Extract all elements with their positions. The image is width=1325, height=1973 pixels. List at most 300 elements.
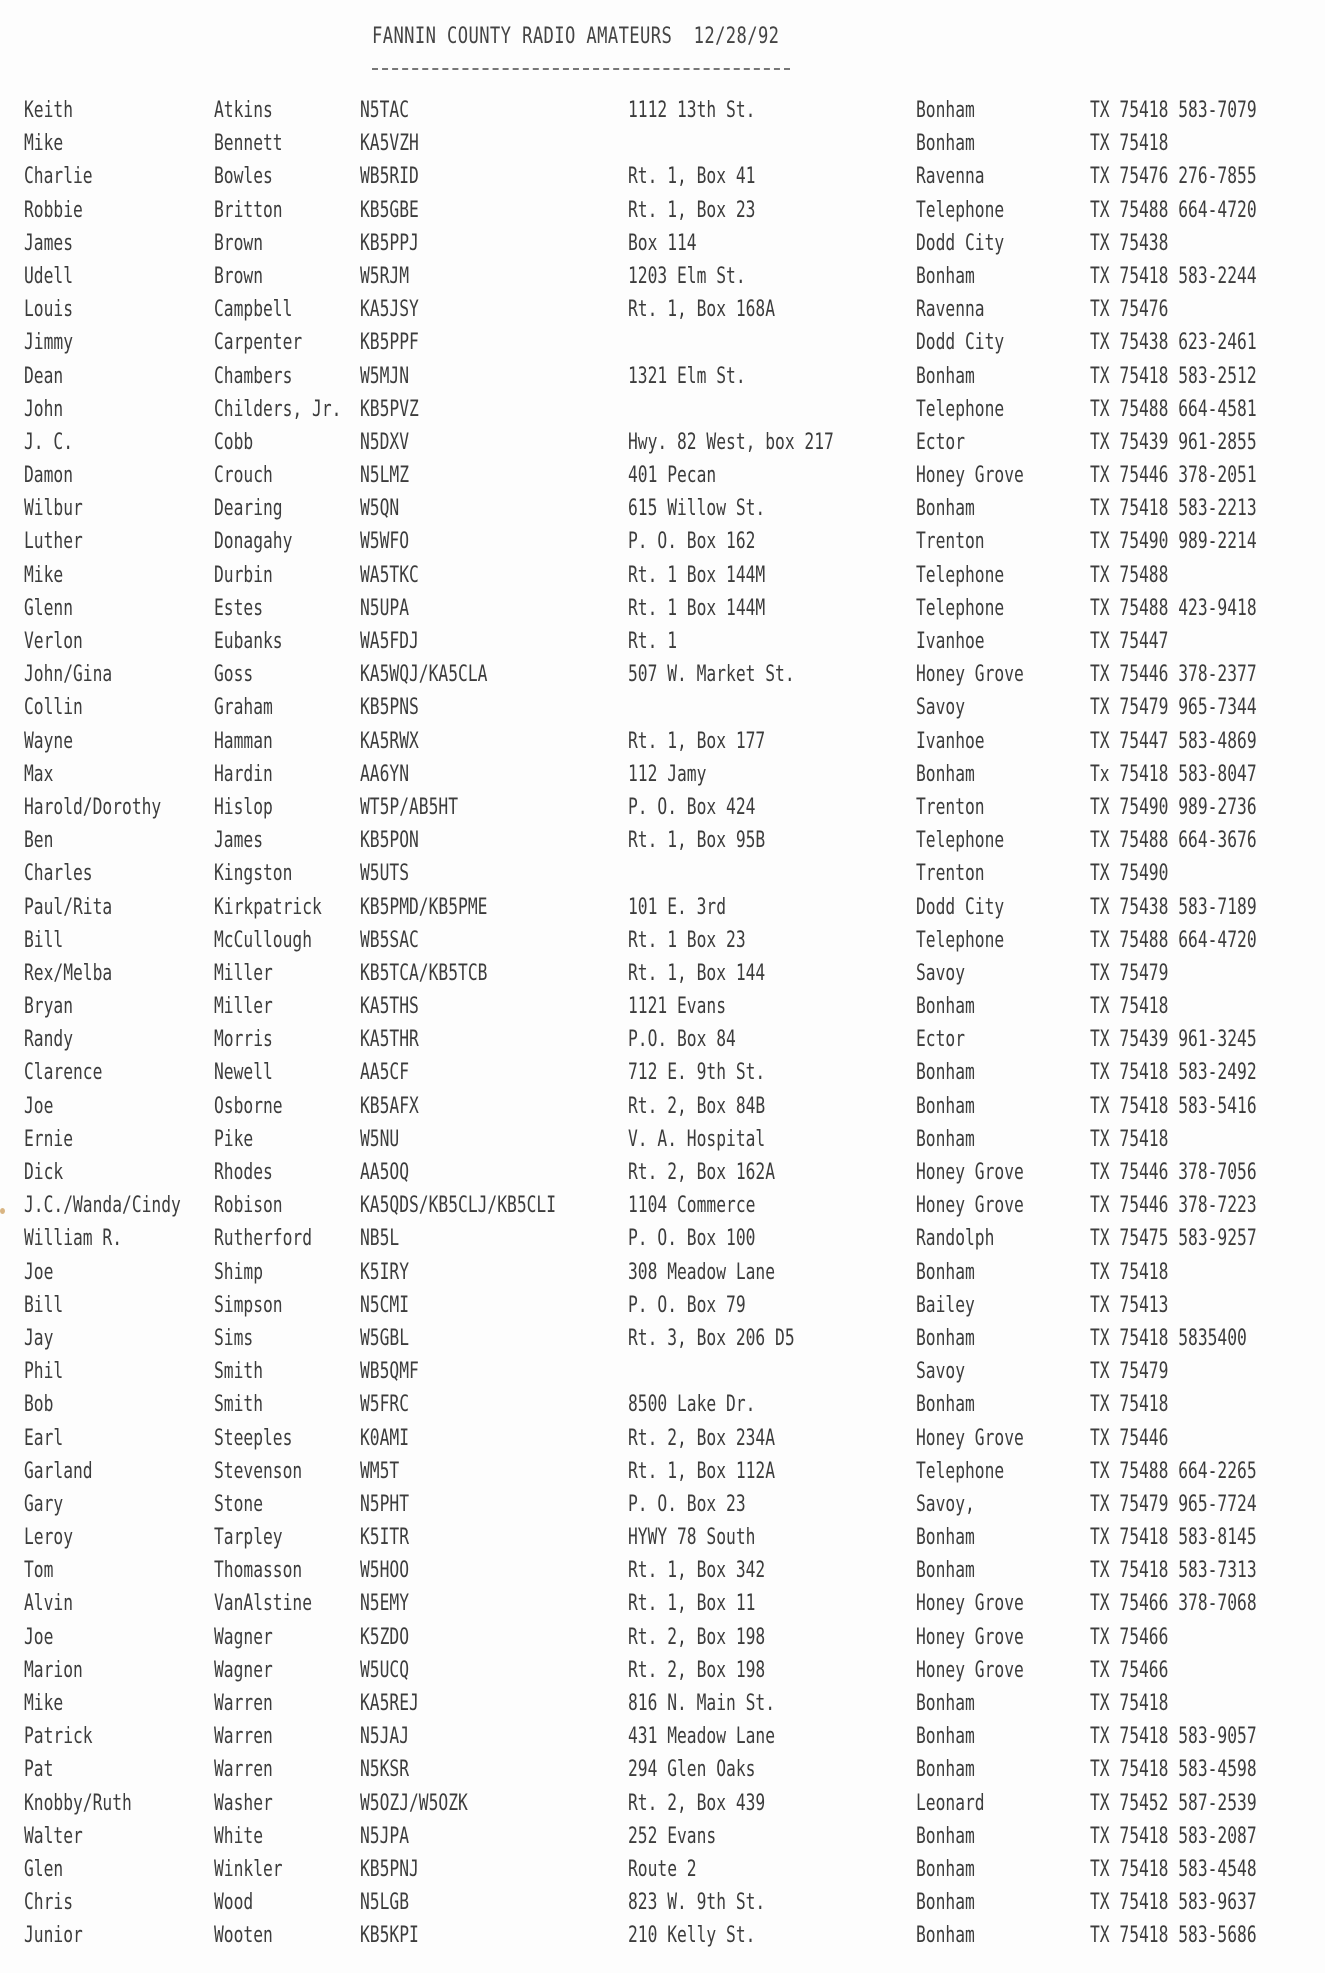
roster-row <box>0 1556 1325 1589</box>
first-name: Charlie <box>24 164 93 190</box>
member-roster <box>0 96 1325 1955</box>
state-zip-phone: TX 75488 <box>1090 562 1169 588</box>
city: Bonham <box>916 1259 975 1285</box>
roster-row <box>0 660 1325 693</box>
state-zip-phone: TX 75488 664-2265 <box>1090 1458 1257 1484</box>
state-zip-phone: TX 75446 378-2051 <box>1090 463 1257 489</box>
street-address: Rt. 3, Box 206 D5 <box>628 1325 795 1351</box>
street-address: Route 2 <box>628 1856 697 1882</box>
state-zip-phone: TX 75479 <box>1090 960 1169 986</box>
call-sign: KB5PVZ <box>360 396 419 422</box>
first-name: William R. <box>24 1226 123 1252</box>
last-name: Hamman <box>214 728 273 754</box>
city: Ravenna <box>916 164 985 190</box>
roster-row <box>0 1921 1325 1954</box>
state-zip-phone: TX 75476 276-7855 <box>1090 164 1257 190</box>
first-name: Clarence <box>24 1060 103 1086</box>
first-name: Dean <box>24 363 64 389</box>
city: Ravenna <box>916 297 985 323</box>
call-sign: W5NU <box>360 1126 400 1152</box>
last-name: Smith <box>214 1359 264 1385</box>
city: Bonham <box>916 1923 975 1949</box>
last-name: Rhodes <box>214 1160 273 1185</box>
first-name: Jay <box>24 1325 54 1351</box>
first-name: Paul/Rita <box>24 894 113 920</box>
city: Bonham <box>916 496 975 522</box>
state-zip-phone: TX 75490 <box>1090 861 1169 887</box>
last-name: Newell <box>214 1060 273 1086</box>
call-sign: KB5AFX <box>360 1093 419 1119</box>
city: Dodd City <box>916 330 1005 356</box>
city: Bonham <box>916 1823 975 1849</box>
call-sign: N5LGB <box>360 1890 410 1916</box>
city: Bonham <box>916 1691 975 1716</box>
street-address: P. O. Box 162 <box>628 529 756 555</box>
street-address: Rt. 1, Box 95B <box>628 828 766 854</box>
call-sign: KA5JSY <box>360 297 419 323</box>
roster-row <box>0 1158 1325 1191</box>
street-address: Rt. 2, Box 234A <box>628 1425 776 1451</box>
roster-row <box>0 1224 1325 1257</box>
street-address: P. O. Box 424 <box>628 794 756 820</box>
last-name: Miller <box>214 994 273 1020</box>
first-name: Bill <box>24 927 64 953</box>
last-name: Eubanks <box>214 629 283 654</box>
last-name: Chambers <box>214 363 293 389</box>
state-zip-phone: TX 75438 583-7189 <box>1090 894 1257 920</box>
first-name: Phil <box>24 1359 64 1385</box>
last-name: Childers, Jr. <box>214 396 342 422</box>
street-address: Rt. 1 Box 144M <box>628 562 766 588</box>
street-address: P. O. Box 79 <box>628 1292 746 1318</box>
state-zip-phone: TX 75418 <box>1090 1126 1169 1152</box>
state-zip-phone: TX 75418 583-8145 <box>1090 1525 1257 1551</box>
first-name: Jimmy <box>24 330 74 356</box>
street-address: 431 Meadow Lane <box>628 1724 776 1750</box>
street-address: 112 Jamy <box>628 761 707 787</box>
street-address: 615 Willow St. <box>628 496 766 522</box>
first-name: Luther <box>24 529 83 555</box>
roster-row <box>0 1457 1325 1490</box>
city: Savoy <box>916 695 966 721</box>
state-zip-phone: TX 75418 583-2087 <box>1090 1823 1257 1849</box>
roster-row <box>0 893 1325 926</box>
roster-row <box>0 1357 1325 1390</box>
first-name: Mike <box>24 1691 64 1716</box>
roster-row <box>0 1191 1325 1224</box>
roster-row <box>0 129 1325 162</box>
city: Honey Grove <box>916 1657 1024 1683</box>
call-sign: W5WFO <box>360 529 410 555</box>
first-name: Tom <box>24 1558 54 1584</box>
city: Bonham <box>916 363 975 389</box>
last-name: Wagner <box>214 1657 273 1683</box>
city: Bonham <box>916 1525 975 1551</box>
last-name: Kingston <box>214 861 293 887</box>
call-sign: KB5GBE <box>360 197 419 223</box>
call-sign: KB5PON <box>360 828 419 854</box>
street-address: V. A. Hospital <box>628 1126 766 1152</box>
roster-row <box>0 1755 1325 1788</box>
last-name: Wood <box>214 1890 254 1916</box>
city: Bonham <box>916 263 975 289</box>
city: Honey Grove <box>916 1624 1024 1650</box>
call-sign: K5IRY <box>360 1259 410 1285</box>
last-name: Thomasson <box>214 1558 303 1584</box>
call-sign: W5RJM <box>360 263 410 289</box>
last-name: Crouch <box>214 463 273 489</box>
state-zip-phone: TX 75418 583-7313 <box>1090 1558 1257 1584</box>
document-title: FANNIN COUNTY RADIO AMATEURS 12/28/92 <box>372 24 780 49</box>
last-name: Bennett <box>214 131 283 157</box>
last-name: Brown <box>214 263 264 289</box>
roster-row <box>0 561 1325 594</box>
city: Telephone <box>916 562 1005 588</box>
roster-row <box>0 162 1325 195</box>
state-zip-phone: TX 75476 <box>1090 297 1169 323</box>
last-name: Washer <box>214 1790 273 1816</box>
first-name: Gary <box>24 1491 64 1517</box>
first-name: Joe <box>24 1624 54 1650</box>
roster-row <box>0 428 1325 461</box>
last-name: Morris <box>214 1027 273 1053</box>
city: Bonham <box>916 1060 975 1086</box>
last-name: Simpson <box>214 1292 283 1318</box>
street-address: 1321 Elm St. <box>628 363 746 389</box>
roster-row <box>0 760 1325 793</box>
city: Savoy <box>916 1359 966 1385</box>
street-address: 823 W. 9th St. <box>628 1890 766 1916</box>
call-sign: N5LMZ <box>360 463 410 489</box>
roster-row <box>0 1589 1325 1622</box>
city: Dodd City <box>916 230 1005 256</box>
last-name: Cobb <box>214 429 254 455</box>
street-address: Rt. 1 Box 23 <box>628 927 746 953</box>
roster-row <box>0 1623 1325 1656</box>
state-zip-phone: TX 75418 583-4548 <box>1090 1856 1257 1882</box>
call-sign: KB5PNJ <box>360 1856 419 1882</box>
call-sign: W5FRC <box>360 1392 410 1418</box>
city: Bonham <box>916 1757 975 1783</box>
first-name: Walter <box>24 1823 83 1849</box>
call-sign: W5HOO <box>360 1558 410 1584</box>
first-name: Joe <box>24 1259 54 1285</box>
roster-row <box>0 1855 1325 1888</box>
state-zip-phone: TX 75418 583-5686 <box>1090 1923 1257 1949</box>
street-address: 507 W. Market St. <box>628 662 795 688</box>
call-sign: K5ITR <box>360 1525 410 1551</box>
roster-row <box>0 494 1325 527</box>
last-name: James <box>214 828 264 854</box>
last-name: Robison <box>214 1193 283 1219</box>
state-zip-phone: TX 75490 989-2736 <box>1090 794 1257 820</box>
call-sign: W5MJN <box>360 363 410 389</box>
first-name: Alvin <box>24 1591 74 1617</box>
state-zip-phone: TX 75418 583-2244 <box>1090 263 1257 289</box>
first-name: James <box>24 230 74 256</box>
city: Trenton <box>916 861 985 887</box>
city: Bonham <box>916 761 975 787</box>
call-sign: KB5PMD/KB5PME <box>360 894 488 920</box>
call-sign: WT5P/AB5HT <box>360 794 459 820</box>
city: Dodd City <box>916 894 1005 920</box>
last-name: Estes <box>214 595 264 621</box>
last-name: Goss <box>214 662 254 688</box>
city: Honey Grove <box>916 1193 1024 1219</box>
state-zip-phone: TX 75479 <box>1090 1359 1169 1385</box>
call-sign: N5KSR <box>360 1757 410 1783</box>
roster-row <box>0 262 1325 295</box>
city: Telephone <box>916 396 1005 422</box>
last-name: VanAlstine <box>214 1591 313 1617</box>
city: Bonham <box>916 994 975 1020</box>
roster-row <box>0 594 1325 627</box>
first-name: Mike <box>24 562 64 588</box>
last-name: Rutherford <box>214 1226 313 1252</box>
call-sign: WA5FDJ <box>360 629 419 654</box>
street-address: 252 Evans <box>628 1823 717 1849</box>
call-sign: K0AMI <box>360 1425 410 1451</box>
city: Bonham <box>916 1856 975 1882</box>
city: Bonham <box>916 98 975 123</box>
city: Telephone <box>916 197 1005 223</box>
call-sign: W5GBL <box>360 1325 410 1351</box>
street-address: HYWY 78 South <box>628 1525 756 1551</box>
city: Savoy <box>916 960 966 986</box>
call-sign: WM5T <box>360 1458 400 1484</box>
state-zip-phone: TX 75418 583-7079 <box>1090 98 1257 123</box>
call-sign: KB5PNS <box>360 695 419 721</box>
city: Honey Grove <box>916 1160 1024 1185</box>
last-name: Shimp <box>214 1259 264 1285</box>
call-sign: W5QN <box>360 496 400 522</box>
street-address: Rt. 1, Box 342 <box>628 1558 766 1584</box>
city: Trenton <box>916 529 985 555</box>
first-name: Collin <box>24 695 83 721</box>
roster-row <box>0 1490 1325 1523</box>
state-zip-phone: TX 75447 583-4869 <box>1090 728 1257 754</box>
state-zip-phone: TX 75418 583-2512 <box>1090 363 1257 389</box>
roster-row <box>0 859 1325 892</box>
city: Leonard <box>916 1790 985 1816</box>
last-name: Dearing <box>214 496 283 522</box>
first-name: Randy <box>24 1027 74 1053</box>
street-address: 401 Pecan <box>628 463 717 489</box>
call-sign: KB5KPI <box>360 1923 419 1949</box>
city: Ector <box>916 429 966 455</box>
roster-row <box>0 96 1325 129</box>
state-zip-phone: TX 75418 <box>1090 131 1169 157</box>
first-name: Udell <box>24 263 74 289</box>
state-zip-phone: TX 75452 587-2539 <box>1090 1790 1257 1816</box>
call-sign: W5UTS <box>360 861 410 887</box>
first-name: Junior <box>24 1923 83 1949</box>
roster-row <box>0 1125 1325 1158</box>
call-sign: KB5TCA/KB5TCB <box>360 960 488 986</box>
last-name: Durbin <box>214 562 273 588</box>
call-sign: N5JAJ <box>360 1724 410 1750</box>
last-name: Brown <box>214 230 264 256</box>
roster-row <box>0 1656 1325 1689</box>
state-zip-phone: TX 75418 583-2492 <box>1090 1060 1257 1086</box>
state-zip-phone: TX 75418 5835400 <box>1090 1325 1247 1351</box>
last-name: Graham <box>214 695 273 721</box>
city: Randolph <box>916 1226 995 1252</box>
street-address: 1121 Evans <box>628 994 727 1020</box>
last-name: Britton <box>214 197 283 223</box>
last-name: Bowles <box>214 164 273 190</box>
last-name: Stevenson <box>214 1458 303 1484</box>
call-sign: WB5SAC <box>360 927 419 953</box>
city: Honey Grove <box>916 1591 1024 1617</box>
roster-row <box>0 461 1325 494</box>
last-name: White <box>214 1823 264 1849</box>
roster-row <box>0 527 1325 560</box>
city: Honey Grove <box>916 1425 1024 1451</box>
call-sign: KA5REJ <box>360 1691 419 1716</box>
state-zip-phone: TX 75479 965-7724 <box>1090 1491 1257 1517</box>
last-name: Hislop <box>214 794 273 820</box>
state-zip-phone: TX 75418 <box>1090 1691 1169 1716</box>
first-name: Harold/Dorothy <box>24 794 162 820</box>
last-name: Warren <box>214 1757 273 1783</box>
street-address: Rt. 1, Box 177 <box>628 728 766 754</box>
call-sign: WA5TKC <box>360 562 419 588</box>
last-name: Campbell <box>214 297 293 323</box>
roster-row <box>0 1523 1325 1556</box>
last-name: Steeples <box>214 1425 293 1451</box>
state-zip-phone: TX 75439 961-2855 <box>1090 429 1257 455</box>
street-address: Rt. 1 Box 144M <box>628 595 766 621</box>
last-name: Atkins <box>214 98 273 123</box>
city: Telephone <box>916 1458 1005 1484</box>
street-address: 1112 13th St. <box>628 98 756 123</box>
state-zip-phone: TX 75479 965-7344 <box>1090 695 1257 721</box>
roster-row <box>0 196 1325 229</box>
state-zip-phone: TX 75418 <box>1090 1392 1169 1418</box>
street-address: Box 114 <box>628 230 697 256</box>
last-name: Smith <box>214 1392 264 1418</box>
state-zip-phone: TX 75418 583-9057 <box>1090 1724 1257 1750</box>
street-address: Rt. 1, Box 23 <box>628 197 756 223</box>
roster-row <box>0 926 1325 959</box>
last-name: Warren <box>214 1691 273 1716</box>
last-name: Wooten <box>214 1923 273 1949</box>
street-address: 308 Meadow Lane <box>628 1259 776 1285</box>
roster-row <box>0 1888 1325 1921</box>
state-zip-phone: TX 75446 378-7056 <box>1090 1160 1257 1185</box>
city: Bonham <box>916 1126 975 1152</box>
city: Savoy, <box>916 1491 975 1517</box>
roster-row <box>0 1689 1325 1722</box>
first-name: Rex/Melba <box>24 960 113 986</box>
state-zip-phone: TX 75418 583-9637 <box>1090 1890 1257 1916</box>
roster-row <box>0 362 1325 395</box>
city: Bonham <box>916 131 975 157</box>
last-name: McCullough <box>214 927 313 953</box>
city: Bonham <box>916 1724 975 1750</box>
call-sign: KA5QDS/KB5CLJ/KB5CLI <box>360 1193 557 1219</box>
city: Bonham <box>916 1890 975 1916</box>
call-sign: KB5PPJ <box>360 230 419 256</box>
call-sign: N5PHT <box>360 1491 410 1517</box>
street-address: Rt. 2, Box 198 <box>628 1657 766 1683</box>
roster-row <box>0 328 1325 361</box>
state-zip-phone: TX 75438 <box>1090 230 1169 256</box>
state-zip-phone: TX 75418 <box>1090 1259 1169 1285</box>
first-name: Wayne <box>24 728 74 754</box>
first-name: Glen <box>24 1856 64 1882</box>
state-zip-phone: TX 75466 378-7068 <box>1090 1591 1257 1617</box>
call-sign: N5JPA <box>360 1823 410 1849</box>
call-sign: N5DXV <box>360 429 410 455</box>
city: Honey Grove <box>916 662 1024 688</box>
roster-row <box>0 826 1325 859</box>
roster-row <box>0 959 1325 992</box>
street-address: P. O. Box 100 <box>628 1226 756 1252</box>
state-zip-phone: TX 75475 583-9257 <box>1090 1226 1257 1252</box>
first-name: Mike <box>24 131 64 157</box>
state-zip-phone: TX 75447 <box>1090 629 1169 654</box>
call-sign: AA5CF <box>360 1060 410 1086</box>
first-name: Earl <box>24 1425 64 1451</box>
first-name: Dick <box>24 1160 64 1185</box>
street-address: Rt. 1, Box 168A <box>628 297 776 323</box>
state-zip-phone: TX 75446 <box>1090 1425 1169 1451</box>
city: Ector <box>916 1027 966 1053</box>
last-name: Osborne <box>214 1093 283 1119</box>
state-zip-phone: TX 75488 664-4581 <box>1090 396 1257 422</box>
state-zip-phone: TX 75446 378-2377 <box>1090 662 1257 688</box>
call-sign: K5ZDO <box>360 1624 410 1650</box>
first-name: J.C./Wanda/Cindy <box>24 1193 181 1219</box>
street-address: 1104 Commerce <box>628 1193 756 1219</box>
street-address: Hwy. 82 West, box 217 <box>628 429 834 455</box>
call-sign: W5OZJ/W5OZK <box>360 1790 468 1816</box>
state-zip-phone: TX 75488 664-4720 <box>1090 197 1257 223</box>
first-name: Leroy <box>24 1525 74 1551</box>
state-zip-phone: TX 75488 423-9418 <box>1090 595 1257 621</box>
last-name: Tarpley <box>214 1525 283 1551</box>
state-zip-phone: Tx 75418 583-8047 <box>1090 761 1257 787</box>
street-address: Rt. 1, Box 11 <box>628 1591 756 1617</box>
state-zip-phone: TX 75439 961-3245 <box>1090 1027 1257 1053</box>
call-sign: AA5OQ <box>360 1160 410 1185</box>
last-name: Donagahy <box>214 529 293 555</box>
title-underline-divider <box>372 68 790 70</box>
first-name: Marion <box>24 1657 83 1683</box>
first-name: Charles <box>24 861 93 887</box>
call-sign: N5UPA <box>360 595 410 621</box>
call-sign: W5UCQ <box>360 1657 410 1683</box>
roster-row <box>0 1025 1325 1058</box>
call-sign: NB5L <box>360 1226 400 1252</box>
street-address: Rt. 1 <box>628 629 678 654</box>
call-sign: N5TAC <box>360 98 410 123</box>
city: Telephone <box>916 595 1005 621</box>
street-address: 101 E. 3rd <box>628 894 727 920</box>
first-name: John <box>24 396 64 422</box>
city: Telephone <box>916 828 1005 854</box>
call-sign: N5EMY <box>360 1591 410 1617</box>
city: Bonham <box>916 1392 975 1418</box>
roster-row <box>0 1258 1325 1291</box>
roster-row <box>0 1822 1325 1855</box>
first-name: Damon <box>24 463 74 489</box>
last-name: Miller <box>214 960 273 986</box>
street-address: P.O. Box 84 <box>628 1027 736 1053</box>
city: Ivanhoe <box>916 629 985 654</box>
